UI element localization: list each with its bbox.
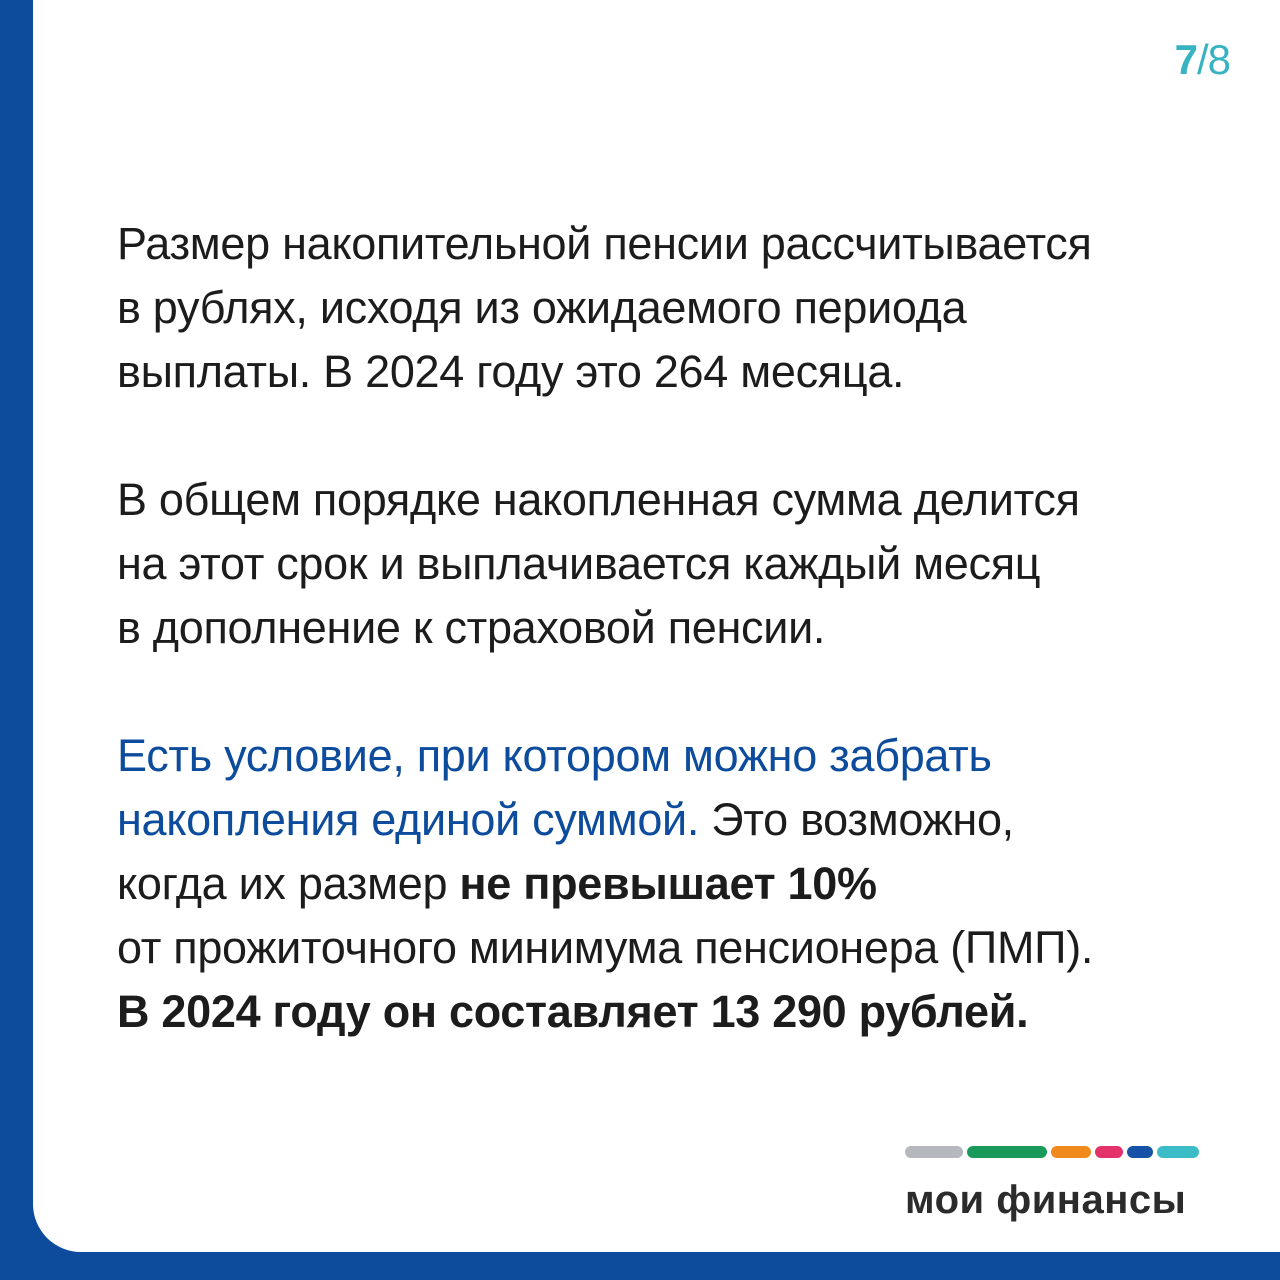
highlight-text: накопления единой суммой. <box>117 794 700 845</box>
content-card <box>33 0 1280 1252</box>
page-counter-separator: / <box>1196 36 1208 83</box>
text-line: на этот срок и выплачивается каждый месяц <box>117 538 1041 589</box>
paragraph-payment-order <box>117 468 1257 660</box>
text-line: от прожиточного минимума пенсионера (ПМП). <box>117 922 1094 973</box>
plain-text: Это возможно, <box>699 794 1014 845</box>
main-text <box>117 212 1257 1108</box>
brand-bar-segment <box>1095 1146 1123 1158</box>
brand-bar-segment <box>967 1146 1047 1158</box>
bold-text-line: В 2024 году он составляет 13 290 рублей. <box>117 986 1029 1037</box>
text-line: в дополнение к страховой пенсии. <box>117 602 826 653</box>
paragraph-calculation <box>117 212 1257 404</box>
brand-bar-segment <box>1051 1146 1091 1158</box>
bold-text: не превышает 10% <box>459 858 877 909</box>
brand-logo <box>905 1146 1201 1222</box>
page-counter <box>1175 36 1230 84</box>
highlight-text-line: Есть условие, при котором можно забрать <box>117 730 992 781</box>
brand-color-bar <box>905 1146 1201 1158</box>
text-line: Размер накопительной пенсии рассчитывается <box>117 218 1092 269</box>
paragraph-lump-sum-condition <box>117 724 1257 1044</box>
text-line <box>117 852 1257 916</box>
text-line <box>117 788 1257 852</box>
brand-bar-segment <box>1157 1146 1199 1158</box>
brand-name: мои финансы <box>905 1178 1187 1222</box>
text-line: выплаты. В 2024 году это 264 месяца. <box>117 346 905 397</box>
plain-text: когда их размер <box>117 858 460 909</box>
brand-bar-segment <box>905 1146 963 1158</box>
text-line: В общем порядке накопленная сумма делится <box>117 474 1080 525</box>
page-counter-current: 7 <box>1174 36 1197 83</box>
text-line: в рублях, исходя из ожидаемого периода <box>117 282 967 333</box>
page-counter-total: 8 <box>1207 36 1230 83</box>
brand-bar-segment <box>1127 1146 1153 1158</box>
